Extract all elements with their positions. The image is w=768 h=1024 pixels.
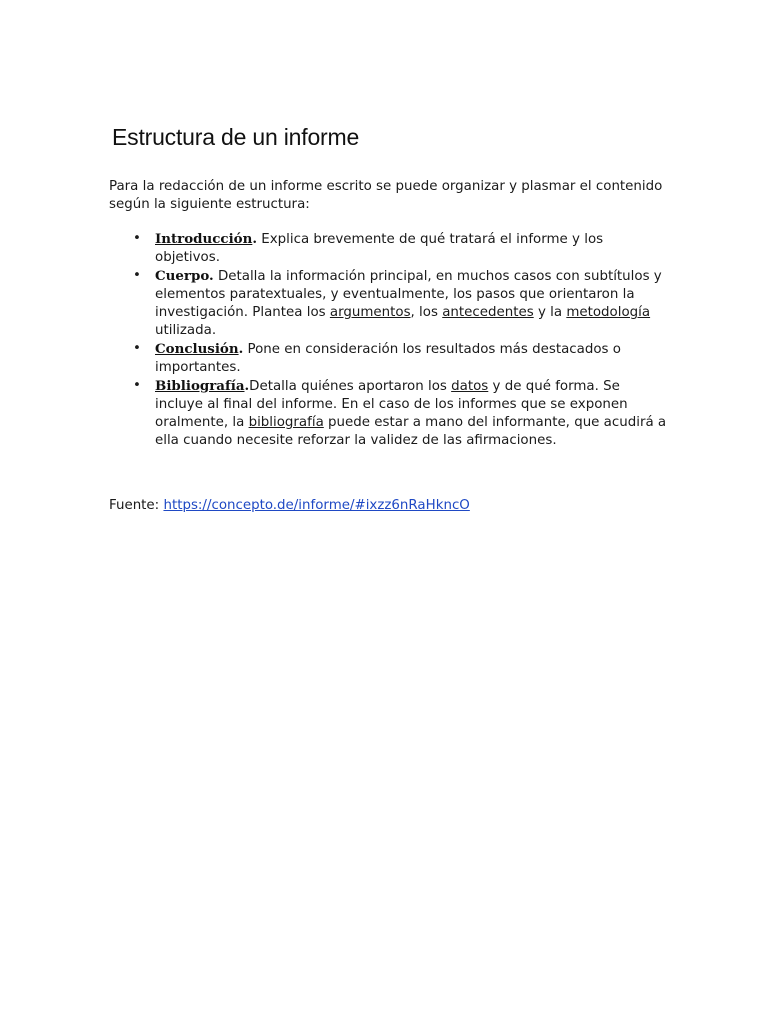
- item-text: Detalla quiénes aportaron los: [249, 379, 452, 394]
- item-text: Detalla la información principal, en muchos casos con subtítulos y elementos paratextuales, y eventualmente, los pasos que orientaron la investigación. Plantea los: [155, 269, 662, 320]
- list-item-introduccion: [109, 230, 669, 267]
- item-text: Explica brevemente de qué tratará el informe y los objetivos.: [155, 232, 604, 265]
- link-antecedentes[interactable]: antecedentes: [442, 305, 534, 320]
- source-line: [109, 497, 470, 515]
- list-item-bibliografia: [109, 377, 669, 450]
- link-metodologia[interactable]: metodología: [566, 305, 651, 320]
- source-link[interactable]: https://concepto.de/informe/#ixzz6nRaHkncO: [163, 498, 470, 513]
- term-cuerpo: Cuerpo.: [155, 268, 214, 284]
- term-conclusion[interactable]: Conclusión: [155, 341, 239, 357]
- bullet-icon: •: [133, 231, 141, 246]
- list-item-cuerpo: [109, 267, 669, 340]
- link-bibliografia[interactable]: bibliografía: [248, 415, 324, 430]
- term-suffix: .: [244, 378, 250, 394]
- source-label: Fuente:: [109, 498, 164, 513]
- term-suffix: .: [238, 341, 244, 357]
- term-suffix: .: [252, 231, 258, 247]
- term-introduccion[interactable]: Introducción: [155, 231, 253, 247]
- link-argumentos[interactable]: argumentos: [329, 305, 411, 320]
- item-text: utilizada.: [155, 323, 217, 338]
- item-text: y de qué forma. Se incluye al final del informe. En el caso de los informes que se exponen oralmente, la: [155, 379, 628, 430]
- bullet-icon: •: [133, 378, 141, 393]
- bullet-icon: •: [133, 341, 141, 356]
- structure-list: [109, 230, 669, 450]
- item-text: , los: [410, 305, 443, 320]
- term-bibliografia[interactable]: Bibliografía: [155, 378, 245, 394]
- list-item-conclusion: [109, 340, 669, 377]
- item-text: puede estar a mano del informante, que acudirá a ella cuando necesite reforzar la validez de las afirmaciones.: [155, 415, 667, 448]
- intro-paragraph: Para la redacción de un informe escrito se puede organizar y plasmar el contenido según la siguiente estructura:: [109, 179, 663, 212]
- item-text: y la: [533, 305, 567, 320]
- document-title: Estructura de un informe: [112, 124, 360, 150]
- link-datos[interactable]: datos: [451, 379, 489, 394]
- item-text: Pone en consideración los resultados más destacados o importantes.: [155, 342, 621, 375]
- bullet-icon: •: [133, 268, 141, 283]
